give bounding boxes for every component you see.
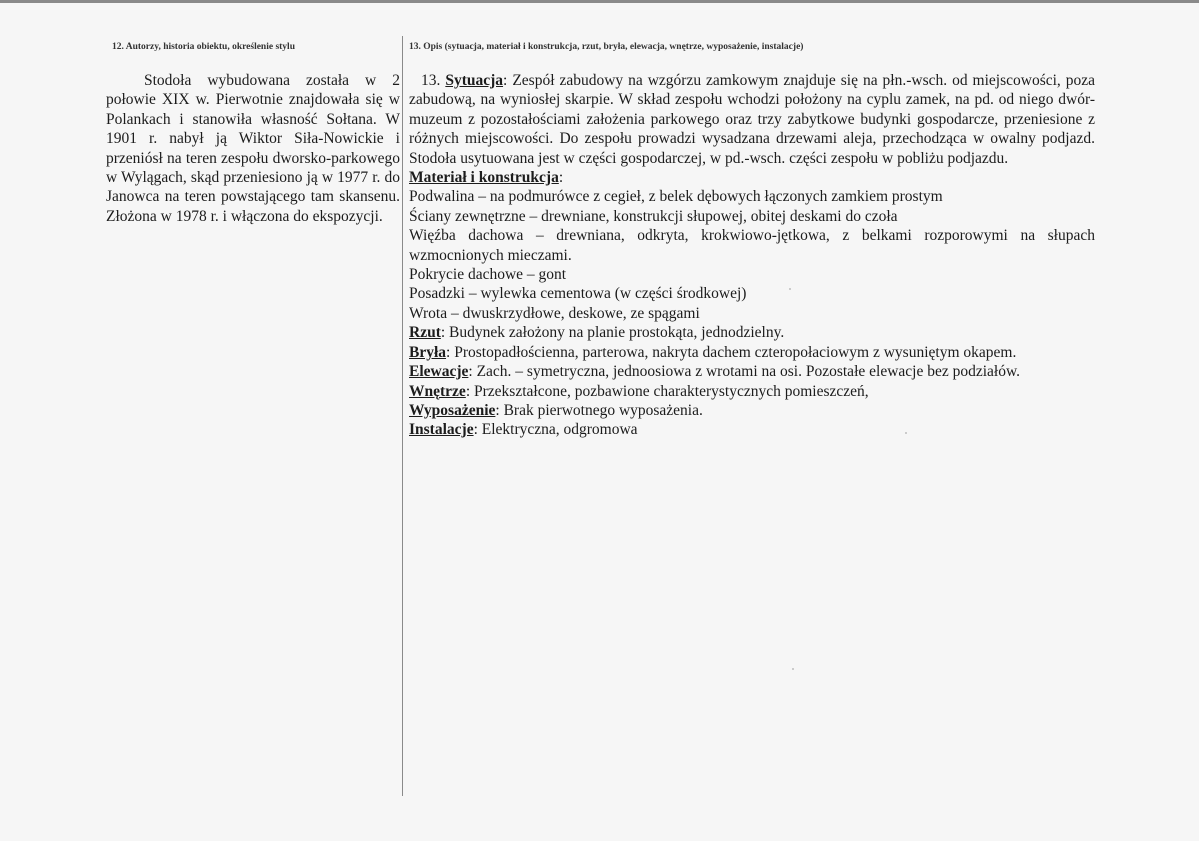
material-label: Materiał i konstrukcja [409,169,559,187]
elevation-text: : Zach. – symetryczna, jednoosiowa z wrotami na osi. Pozostałe elewacje bez podziałów. [468,363,1021,381]
section-12-history [106,40,400,226]
situation-label: Sytuacja [445,72,504,89]
interior-label: Wnętrze [409,382,466,400]
material-item: Wrota – dwuskrzydłowe, deskowe, ze spągami [409,304,700,322]
elevation-line [409,362,1095,381]
column-divider [402,36,403,796]
equipment-line [409,401,1095,420]
section-13-description [409,40,1095,440]
situation-text: : Zespół zabudowy na wzgórzu zamkowym znajduje się na płn.-wsch. od miejscowości, poza zabudową, na wyniosłej skarpie. W skład zespołu wchodzi położony na cyplu zamek, na pd. od niego dwór-muzeum z pozostałościami założenia parkowego oraz trzy zabytkowe budynki gospodarcze, przeniesione z różnych miejscowości. Do zespołu prowadzi wysadzana drzewami aleja, przechodząca w owalny podjazd. Stodoła usytuowana jest w części gospodarczej, w pd.-wsch. części zespołu w pobliżu podjazdu. [409,72,1096,167]
installations-text: : Elektryczna, odgromowa [473,421,638,439]
material-suffix: : [558,169,564,187]
mass-label: Bryła [409,343,447,361]
material-item: Pokrycie dachowe – gont [409,266,567,284]
situation-number: 13. [421,72,446,89]
material-item: Więźba dachowa – drewniana, odkryta, krokwiowo-jętkowa, z belkami rozporowymi na słupach wzmocnionych mieczami. [409,227,1095,264]
situation-paragraph [409,71,1095,168]
history-text: Stodoła wybudowana została w 2 połowie XIX w. Pierwotnie znajdowała się w Polankach i stanowiła własność Sołtana. W 1901 r. nabył ją Wiktor Siła-Nowickie i przeniósł na teren zespołu dworsko-parkowego w Wylągach, skąd przeniesiono ją w 1977 r. do Janowca na teren powstającego tam skansenu. Złożona w 1978 r. i włączona do ekspozycji. [106,72,400,225]
mass-text: : Prostopadłościenna, parterowa, nakryta dachem czteropołaciowym z wysuniętym okapem. [446,343,1017,361]
page-top-border [0,0,1199,3]
section-12-heading: 12. Autorzy, historia obiektu, określenie stylu [112,42,295,52]
installations-label: Instalacje [409,421,474,439]
interior-line [409,382,1095,401]
material-item: Ściany zewnętrzne – drewniane, konstrukcji słupowej, obitej deskami do czoła [409,207,898,225]
section-13-heading: 13. Opis (sytuacja, materiał i konstrukcja, rzut, bryła, elewacja, wnętrze, wyposażenie, instalacje) [409,42,804,52]
description-body [409,71,1095,440]
installations-line [409,420,1095,439]
material-item: Podwalina – na podmurówce z cegieł, z belek dębowych łączonych zamkiem prostym [409,188,943,206]
material-heading [409,168,1095,187]
plan-line [409,323,1095,342]
scan-speck [792,668,794,670]
elevation-label: Elewacje [409,363,469,381]
mass-line [409,343,1095,362]
interior-text: : Przekształcone, pozbawione charakterystycznych pomieszczeń, [465,382,869,400]
plan-text: : Budynek założony na planie prostokąta, jednodzielny. [440,324,785,342]
equipment-label: Wyposażenie [409,401,496,419]
material-item: Posadzki – wylewka cementowa (w części środkowej) [409,285,747,303]
plan-label: Rzut [409,324,441,342]
equipment-text: : Brak pierwotnego wyposażenia. [495,401,703,419]
